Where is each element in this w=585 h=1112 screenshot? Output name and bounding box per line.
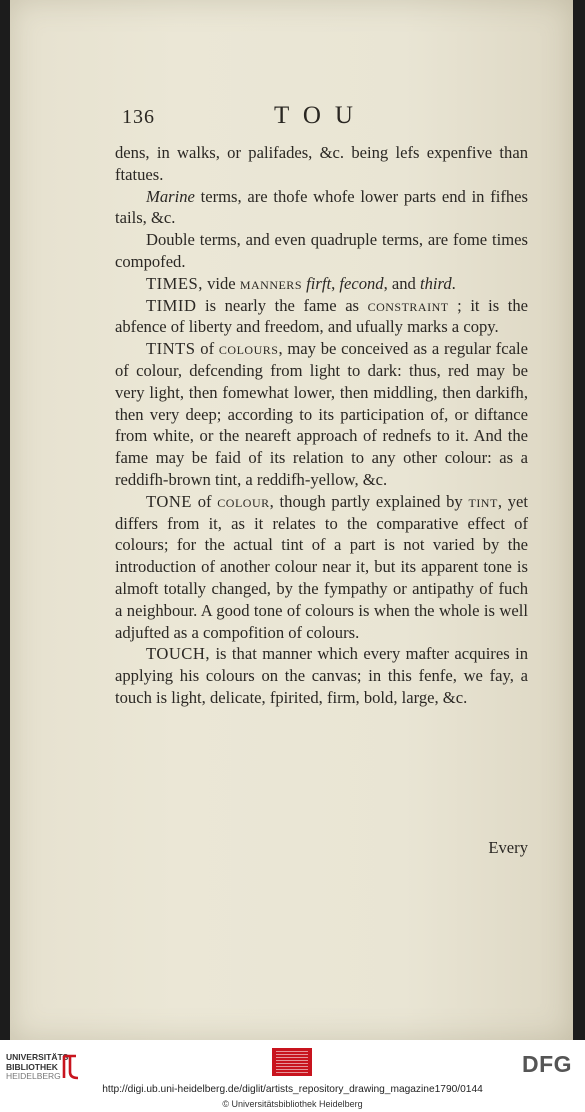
logo-stripes [276,1051,308,1073]
paragraph-continuation: dens, in walks, or palifades, &c. being lefs expenfive than ftatues. [115,143,528,184]
permalink[interactable]: http://digi.ub.uni-heidelberg.de/diglit/artists_repository_drawing_magazine1790/0144 [102,1084,483,1095]
entry-tints: TINTS of colours, may be conceived as a regular fcale of colour, defcending from light to dark: thus, red may be very light, then fomewhat lower, then middling, then darkifh, then very deep; according to its participation of, or diftance from white, or the neareft approach of rednefs to it. And the fame may be faid of its relation to any other colour: as a reddifh-brown tint, a reddifh-yellow, &c. [115,339,528,489]
body-text [115,142,528,709]
entry-head: TONE [146,491,192,511]
paragraph-marine-terms: Marine terms, are thofe whofe lower parts end in fifhes tails, &c. [115,186,528,228]
paragraph-double-terms: Double terms, and even quadruple terms, are fome times compofed. [115,230,528,271]
copyright-notice: © Universitätsbibliothek Heidelberg [222,1099,363,1109]
page-header [122,102,542,132]
entry-head: TIMID [146,295,197,315]
dfg-logo[interactable]: DFG [522,1051,573,1077]
library-logo-text[interactable]: UNIVERSITÄTS- BIBLIOTHEK HEIDELBERG [6,1052,72,1081]
entry-tone: TONE of colour, though partly explained by tint, yet differs from it, as it relates to the comparative effect of colours; for the actual tint of a part is not varied by the introduction of another colour near it, but its apparent tone is almoft totally changed, by the fympathy or antipathy of fuch a neighbour. A good tone of colours is when the whole is well adjufted as a compofition of colours. [115,491,528,642]
entry-head: TIMES, [146,273,203,293]
entry-head: TOUCH, [146,644,211,664]
digital-library-logo-icon[interactable] [272,1048,312,1076]
library-logo-icon[interactable] [60,1052,82,1082]
entry-head: TINTS [146,339,196,359]
entry-timid: TIMID is nearly the fame as constraint ; it is the abfence of liberty and freedom, and ufually marks a copy. [115,295,528,337]
page-number: 136 [122,106,155,128]
entry-times: TIMES, vide manners firft, fecond, and third. [146,273,456,293]
running-title: TOU [274,102,367,129]
catchword: Every [488,838,528,857]
viewer-footer [0,1040,585,1112]
entry-touch: TOUCH, is that manner which every mafter acquires in applying his colours on the canvas; in this fenfe, we fay, a touch is light, delicate, fpirited, firm, bold, large, &c. [115,644,528,707]
